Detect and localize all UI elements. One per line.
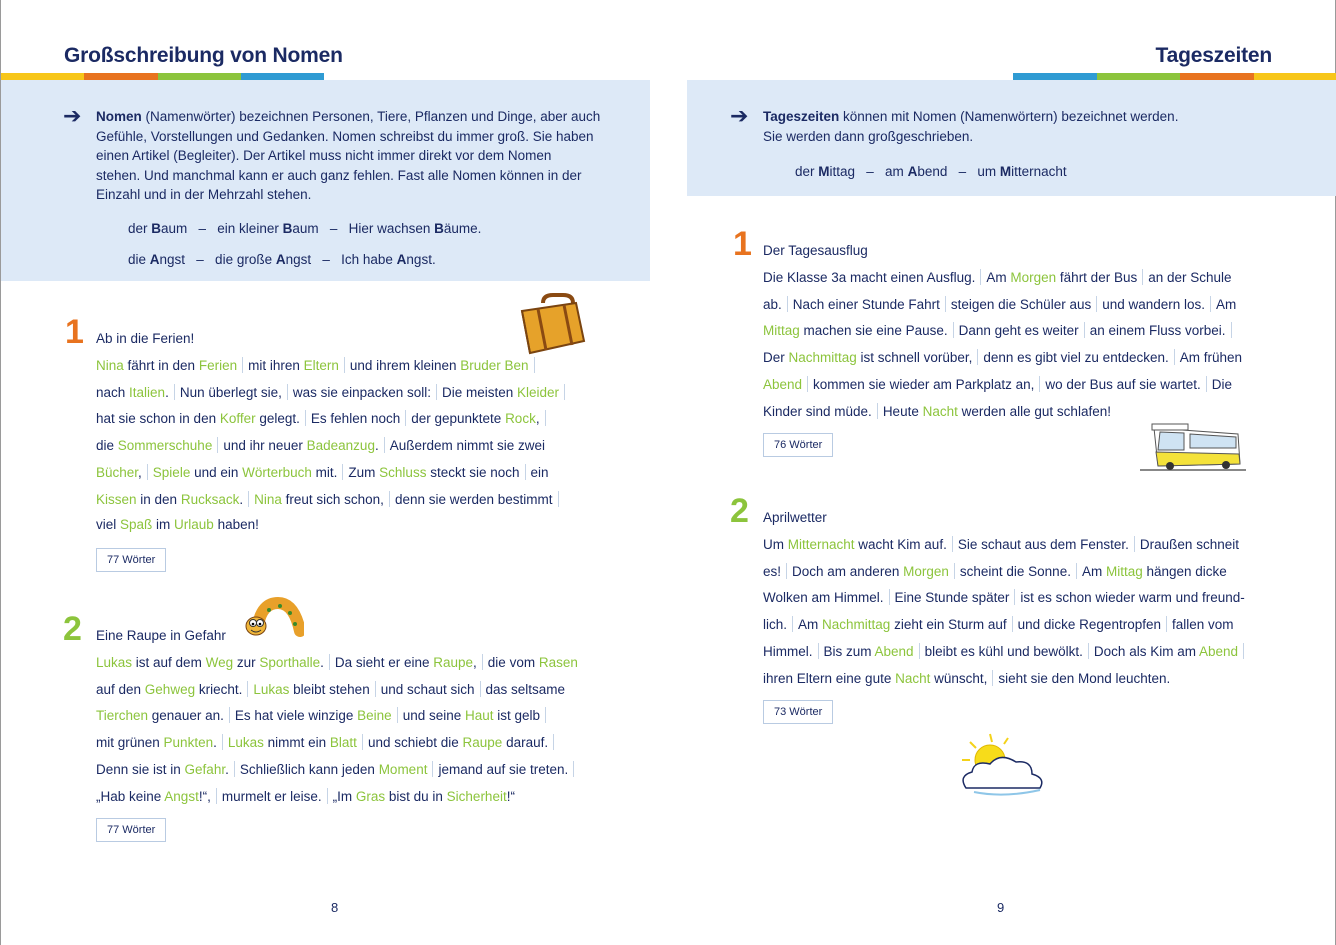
phrase-separator	[1096, 296, 1097, 312]
rule-line: Einzahl und in der Mehrzahl stehen.	[96, 187, 312, 202]
text-line: „Hab keine Angst!“, murmelt er leise. „Im Gras bist du in Sicherheit!“	[96, 788, 515, 804]
phrase-separator	[952, 536, 953, 552]
exercise-title: Der Tagesausflug	[763, 243, 868, 258]
rule-text	[763, 107, 1178, 146]
text-line: viel Spaß im Urlaub haben!	[96, 517, 259, 533]
bold-text: A	[396, 251, 407, 267]
phrase-separator	[222, 734, 223, 750]
noun: Nachmittag	[822, 617, 891, 633]
exercise-number: 1	[733, 225, 752, 263]
bold-text: A	[275, 251, 286, 267]
noun: Nacht	[895, 670, 931, 686]
phrase-separator	[564, 384, 565, 400]
phrase-separator	[1174, 349, 1175, 365]
noun: Lukas	[227, 735, 264, 751]
noun: Rucksack	[180, 491, 240, 507]
noun: Ferien	[198, 358, 238, 373]
bus-icon	[1140, 420, 1246, 474]
exercise-title: Aprilwetter	[763, 510, 827, 525]
phrase-separator	[1076, 563, 1077, 579]
noun: Tierchen	[96, 708, 149, 724]
bold-text: A	[907, 164, 918, 179]
noun: Gefahr	[184, 761, 226, 777]
phrase-separator	[818, 643, 819, 659]
noun: Mittag	[763, 323, 800, 339]
text-line: Himmel. Bis zum Abend bleibt es kühl und bewölkt. Doch als Kim am Abend	[763, 643, 1249, 659]
phrase-separator	[216, 788, 217, 804]
text-line: Kinder sind müde. Heute Nacht werden alle gut schlafen!	[763, 403, 1111, 419]
text-line: hat sie schon in den Koffer gelegt. Es fehlen noch der gepunktete Rock,	[96, 410, 551, 426]
noun: Bücher	[96, 464, 139, 480]
text-line: Tierchen genauer an. Es hat viele winzige Beine und seine Haut ist gelb	[96, 707, 551, 723]
noun: Badeanzug	[306, 438, 375, 454]
text-line: mit grünen Punkten. Lukas nimmt ein Blatt und schiebt die Raupe darauf.	[96, 734, 559, 750]
noun: Koffer	[219, 411, 256, 427]
noun: Italien	[129, 384, 166, 400]
noun: Mittag	[1105, 563, 1143, 579]
phrase-separator	[534, 357, 535, 373]
phrase-separator	[877, 403, 878, 419]
color-bar	[241, 73, 324, 80]
phrase-separator	[1084, 322, 1085, 338]
phrase-separator	[1014, 589, 1015, 605]
word-count-box: 77 Wörter	[96, 818, 166, 842]
phrase-separator	[480, 681, 481, 697]
noun: Bruder Ben	[460, 358, 529, 373]
phrase-separator	[1231, 322, 1232, 338]
noun: Weg	[205, 655, 234, 670]
phrase-separator	[1039, 376, 1040, 392]
phrase-separator	[384, 437, 385, 453]
phrase-separator	[558, 491, 559, 507]
text-line: ihren Eltern eine gute Nacht wünscht, sieht sie den Mond leuchten.	[763, 670, 1171, 686]
exercise-number: 1	[65, 313, 84, 351]
exercise-title: Ab in die Ferien!	[96, 331, 195, 346]
arrow-right-icon: ➔	[63, 103, 82, 128]
noun: Moment	[378, 761, 428, 777]
exercise-number: 2	[730, 492, 749, 530]
bold-text: A	[149, 251, 160, 267]
phrase-separator	[247, 681, 248, 697]
noun: Lukas	[96, 655, 133, 670]
noun: Nachmittag	[788, 350, 857, 366]
phrase-separator	[992, 670, 993, 686]
noun: Wörterbuch	[242, 464, 312, 480]
text-line: auf den Gehweg kriecht. Lukas bleibt stehen und schaut sich das seltsame	[96, 681, 566, 697]
noun: Schluss	[379, 464, 427, 480]
bold-text: B	[282, 221, 293, 236]
noun: Kissen	[96, 491, 137, 507]
exercise-number: 2	[63, 610, 82, 648]
phrase-separator	[545, 410, 546, 426]
caterpillar-icon	[244, 597, 304, 639]
noun: Rock	[505, 411, 536, 427]
noun: Rasen	[538, 655, 578, 670]
noun: Morgen	[903, 563, 949, 579]
color-bar	[1254, 73, 1336, 80]
phrase-separator	[248, 491, 249, 507]
rule-line: der Baum – ein kleiner Baum – Hier wachsen Bäume.	[128, 221, 482, 236]
rule-box	[1, 80, 650, 281]
color-bar	[1097, 73, 1180, 80]
phrase-separator	[229, 707, 230, 723]
bold-text: B	[434, 221, 444, 236]
phrase-separator	[786, 563, 787, 579]
phrase-separator	[305, 410, 306, 426]
phrase-separator	[525, 464, 526, 480]
suitcase-icon	[518, 293, 588, 355]
text-line: Lukas ist auf dem Weg zur Sporthalle. Da sieht er eine Raupe, die vom Rasen	[96, 655, 578, 670]
right-page	[668, 0, 1336, 945]
text-line: Der Nachmittag ist schnell vorüber, denn es gibt viel zu entdecken. Am frühen	[763, 350, 1243, 366]
noun: Morgen	[1010, 270, 1057, 285]
phrase-separator	[787, 296, 788, 312]
noun: Angst	[164, 788, 199, 804]
color-bar	[84, 73, 158, 80]
phrase-separator	[242, 357, 243, 373]
text-line: Bücher, Spiele und ein Wörterbuch mit. Zum Schluss steckt sie noch ein	[96, 464, 549, 480]
rule-line: stehen. Und manchmal kann er auch ganz fehlen. Fast alle Nomen können in der	[96, 167, 582, 183]
text-line: Mittag machen sie eine Pause. Dann geht es weiter an einem Fluss vorbei.	[763, 322, 1237, 338]
phrase-separator	[1243, 643, 1244, 659]
phrase-separator	[573, 761, 574, 777]
noun: Urlaub	[174, 517, 214, 533]
phrase-separator	[553, 734, 554, 750]
phrase-separator	[329, 654, 330, 670]
rule-line: die Angst – die große Angst – Ich habe Angst.	[128, 251, 436, 267]
noun: Nacht	[922, 403, 958, 419]
noun: Sicherheit	[446, 788, 507, 804]
phrase-separator	[405, 410, 406, 426]
noun: Sporthalle	[259, 655, 321, 670]
bold-text: Nomen	[96, 109, 142, 124]
phrase-separator	[375, 681, 376, 697]
noun: Spiele	[152, 464, 191, 480]
rule-line: einen Artikel (Begleiter). Der Artikel muss nicht immer direkt vor dem Nomen	[96, 148, 552, 163]
text-line: Nina fährt in den Ferien mit ihren Eltern und ihrem kleinen Bruder Ben	[96, 357, 540, 373]
text-line: es! Doch am anderen Morgen scheint die Sonne. Am Mittag hängen dicke	[763, 563, 1227, 579]
noun: Beine	[357, 708, 392, 724]
phrase-separator	[397, 707, 398, 723]
rule-text	[96, 107, 600, 205]
phrase-separator	[980, 269, 981, 285]
rule-examples	[128, 214, 481, 275]
text-line: Kissen in den Rucksack. Nina freut sich schon, denn sie werden bestimmt	[96, 491, 564, 507]
rule-line: Tageszeiten können mit Nomen (Namenwörtern) bezeichnet werden.	[763, 109, 1179, 124]
color-bar	[1, 73, 84, 80]
phrase-separator	[1134, 536, 1135, 552]
bold-text: M	[818, 164, 830, 179]
phrase-separator	[1142, 269, 1143, 285]
text-line: Wolken am Himmel. Eine Stunde später ist es schon wieder warm und freund-	[763, 590, 1245, 606]
noun: Blatt	[329, 735, 357, 751]
phrase-separator	[436, 384, 437, 400]
phrase-separator	[1166, 616, 1167, 632]
text-line: Denn sie ist in Gefahr. Schließlich kann jeden Moment jemand auf sie treten.	[96, 761, 579, 777]
noun: Sommerschuhe	[117, 438, 213, 454]
page-number: 8	[331, 900, 339, 915]
arrow-right-icon: ➔	[730, 103, 749, 128]
phrase-separator	[174, 384, 175, 400]
noun: Abend	[763, 376, 803, 392]
bold-text: M	[999, 164, 1012, 179]
phrase-separator	[807, 376, 808, 392]
phrase-separator	[1088, 643, 1089, 659]
page-title: Großschreibung von Nomen	[64, 44, 343, 67]
page-title: Tageszeiten	[1155, 44, 1272, 67]
text-line: nach Italien. Nun überlegt sie, was sie einpacken soll: Die meisten Kleider	[96, 384, 570, 400]
rule-box	[687, 80, 1336, 196]
phrase-separator	[1012, 616, 1013, 632]
phrase-separator	[482, 654, 483, 670]
text-line: Um Mitternacht wacht Kim auf. Sie schaut aus dem Fenster. Draußen schneit	[763, 537, 1239, 552]
rule-line: Nomen (Namenwörter) bezeichnen Personen, Tiere, Pflanzen und Dinge, aber auch	[96, 109, 601, 124]
bold-text: Tageszeiten	[763, 109, 840, 124]
phrase-separator	[389, 491, 390, 507]
phrase-separator	[954, 563, 955, 579]
color-bar	[1180, 73, 1254, 80]
phrase-separator	[945, 296, 946, 312]
noun: Kleider	[517, 384, 560, 400]
phrase-separator	[344, 357, 345, 373]
noun: Eltern	[303, 358, 339, 373]
noun: Abend	[874, 643, 914, 659]
word-count-box: 73 Wörter	[763, 700, 833, 724]
bold-text: B	[151, 221, 162, 236]
word-count-box: 77 Wörter	[96, 548, 166, 572]
rule-examples	[795, 157, 1067, 187]
text-line: Die Klasse 3a macht einen Ausflug. Am Morgen fährt der Bus an der Schule	[763, 270, 1232, 285]
phrase-separator	[342, 464, 343, 480]
phrase-separator	[889, 589, 890, 605]
noun: Nina	[96, 358, 124, 373]
phrase-separator	[362, 734, 363, 750]
exercise-title: Eine Raupe in Gefahr	[96, 628, 226, 643]
color-bar	[158, 73, 241, 80]
noun: Raupe	[433, 655, 474, 670]
phrase-separator	[1206, 376, 1207, 392]
phrase-separator	[919, 643, 920, 659]
noun: Spaß	[120, 517, 153, 533]
noun: Punkten	[163, 735, 214, 751]
rule-line: Gefühle, Vorstellungen und Gedanken. Nomen schreibst du immer groß. Sie haben	[96, 128, 594, 144]
phrase-separator	[287, 384, 288, 400]
phrase-separator	[327, 788, 328, 804]
phrase-separator	[953, 322, 954, 338]
noun: Gras	[355, 788, 386, 804]
text-line: Abend kommen sie wieder am Parkplatz an, wo der Bus auf sie wartet. Die	[763, 376, 1232, 392]
noun: Lukas	[253, 681, 290, 697]
noun: Mitternacht	[787, 537, 855, 552]
phrase-separator	[432, 761, 433, 777]
phrase-separator	[234, 761, 235, 777]
word-count-box: 76 Wörter	[763, 433, 833, 457]
noun: Gehweg	[144, 681, 196, 697]
phrase-separator	[1210, 296, 1211, 312]
phrase-separator	[977, 349, 978, 365]
rule-line: Sie werden dann großgeschrieben.	[763, 128, 974, 144]
sun-cloud-icon	[956, 730, 1052, 798]
text-line: lich. Am Nachmittag zieht ein Sturm auf und dicke Regentropfen fallen vom	[763, 617, 1234, 633]
noun: Nina	[254, 491, 282, 507]
rule-line: der Mittag – am Abend – um Mitternacht	[795, 164, 1067, 179]
phrase-separator	[217, 437, 218, 453]
text-line: ab. Nach einer Stunde Fahrt steigen die Schüler aus und wandern los. Am	[763, 296, 1237, 312]
phrase-separator	[792, 616, 793, 632]
noun: Raupe	[462, 735, 503, 751]
text-line: die Sommerschuhe und ihr neuer Badeanzug. Außerdem nimmt sie zwei	[96, 438, 546, 454]
phrase-separator	[545, 707, 546, 723]
phrase-separator	[147, 464, 148, 480]
noun: Abend	[1198, 643, 1239, 659]
page-number: 9	[997, 900, 1005, 915]
color-bar	[1013, 73, 1097, 80]
noun: Haut	[465, 708, 494, 724]
